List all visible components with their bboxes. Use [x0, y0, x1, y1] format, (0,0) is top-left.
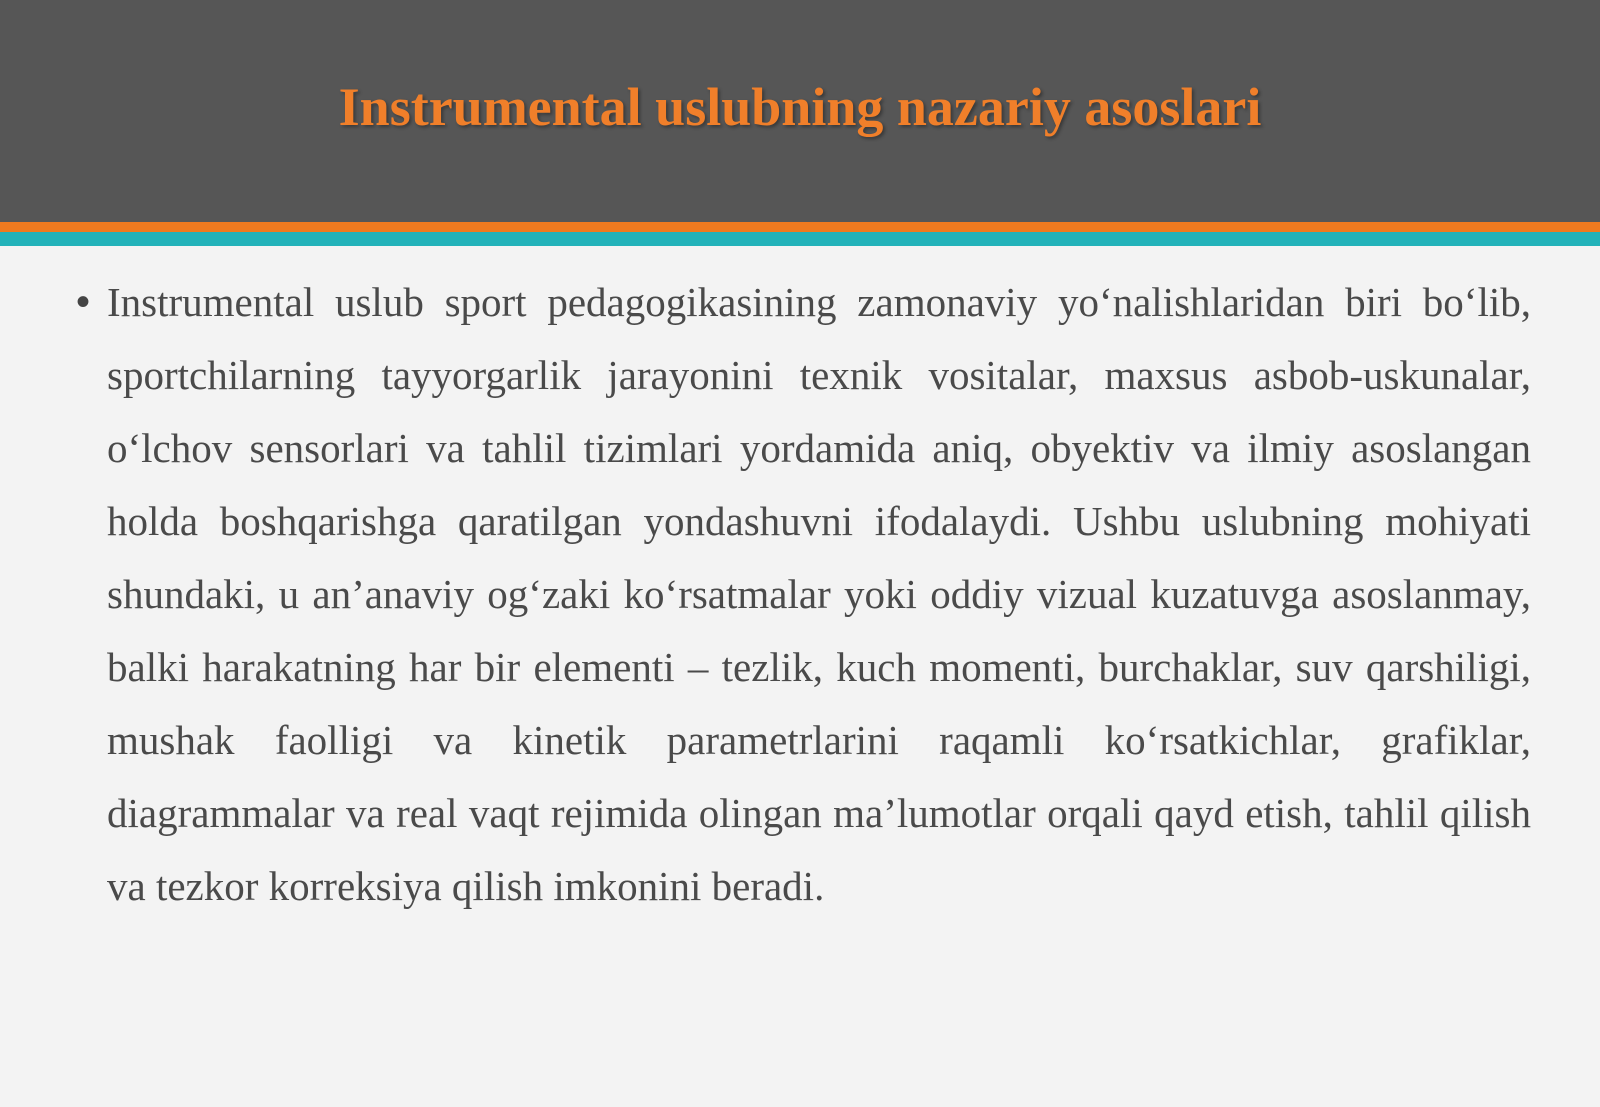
slide-title: Instrumental uslubning nazariy asoslari	[338, 77, 1262, 137]
slide-content	[76, 266, 1531, 923]
bullet-item	[76, 266, 1531, 923]
slide-header	[0, 0, 1600, 222]
bullet-dot-icon: •	[76, 280, 91, 324]
orange-divider-stripe	[0, 222, 1600, 232]
teal-divider-stripe	[0, 232, 1600, 246]
bullet-text: Instrumental uslub sport pedagogikasining zamonaviy yo‘nalishlaridan biri bo‘lib, sportchilarning tayyorgarlik jarayonini texnik vositalar, maxsus asbob-uskunalar, o‘lchov sensorlari va tahlil tizimlari yordamida aniq, obyektiv va ilmiy asoslangan holda boshqarishga qaratilgan yondashuvni ifodalaydi. Ushbu uslubning mohiyati shundaki, u an’anaviy og‘zaki ko‘rsatmalar yoki oddiy vizual kuzatuvga asoslanmay, balki harakatning har bir elementi – tezlik, kuch momenti, burchaklar, suv qarshiligi, mushak faolligi va kinetik parametrlarini raqamli ko‘rsatkichlar, grafiklar, diagrammalar va real vaqt rejimida olingan ma’lumotlar orqali qayd etish, tahlil qilish va tezkor korreksiya qilish imkonini beradi.	[107, 279, 1531, 909]
